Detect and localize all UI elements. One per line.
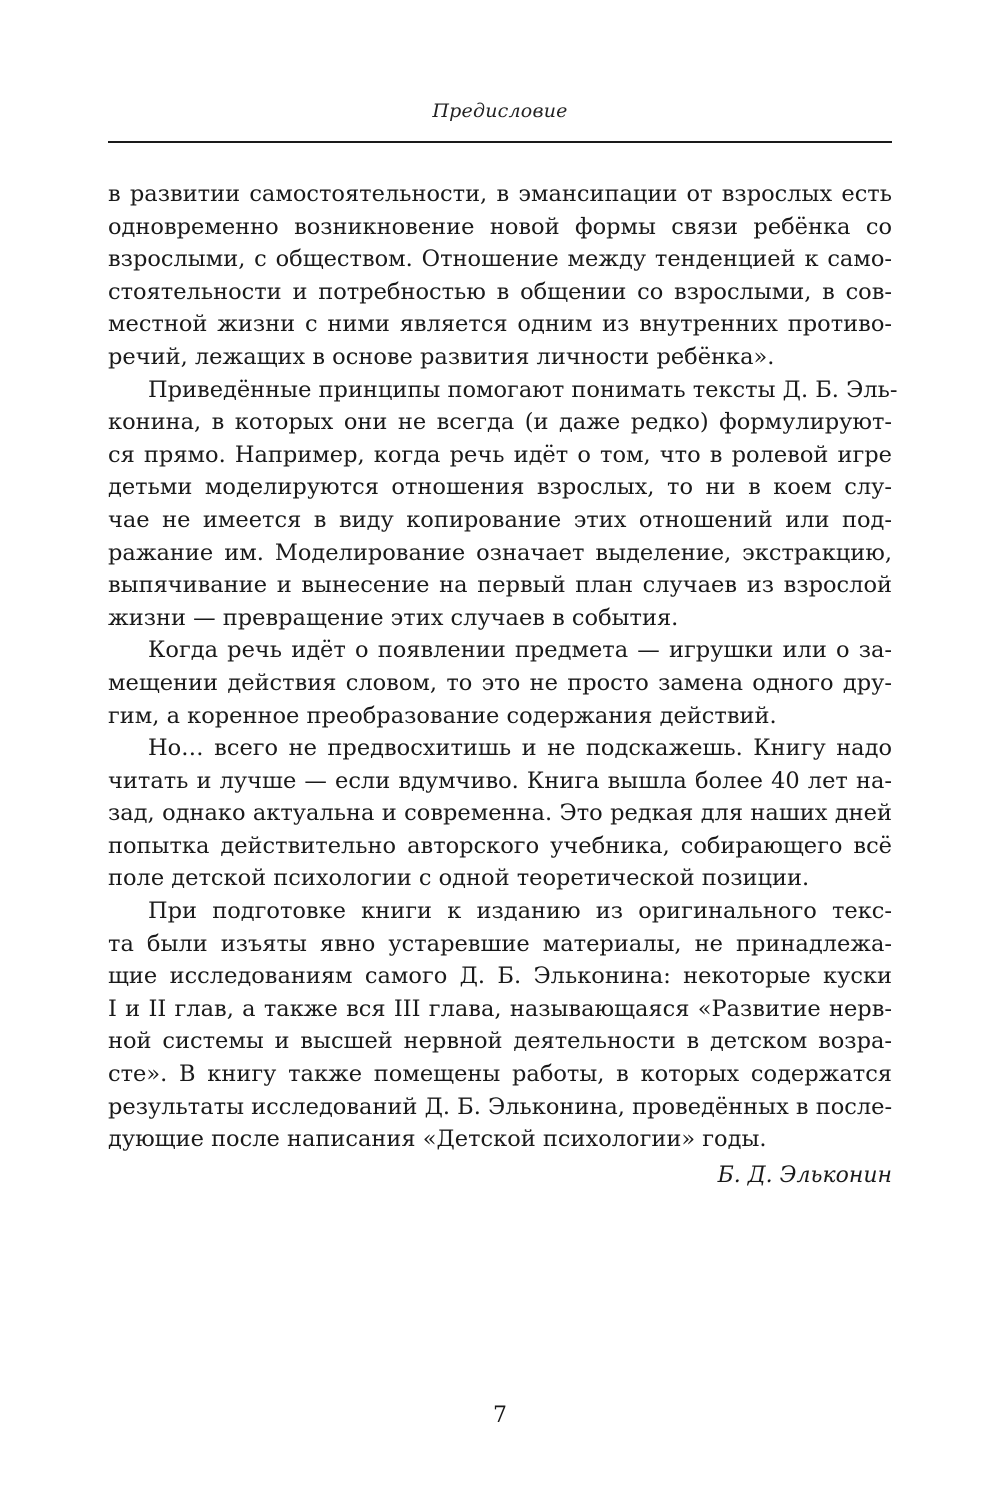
text-line: результаты исследований Д. Б. Эльконина, проведённых в после-: [108, 1093, 893, 1120]
body-text: [108, 178, 898, 1156]
text-line: речий, лежащих в основе развития личности ребёнка».: [108, 343, 775, 370]
text-line: читать и лучше — если вдумчиво. Книга вышла более 40 лет на-: [108, 767, 892, 794]
author-signature: Б. Д. Эльконин: [717, 1163, 892, 1188]
text-line: в развитии самостоятельности, в эмансипации от взрослых есть: [108, 181, 892, 207]
text-line: Когда речь идёт о появлении предмета — игрушки или о за-: [148, 637, 892, 664]
text-line: взрослыми, с обществом. Отношение между тенденцией к само-: [108, 246, 892, 273]
text-line: детьми моделируются отношения взрослых, то ни в коем слу-: [108, 474, 892, 501]
text-line: I и II глав, а также вся III глава, называющаяся «Развитие нерв-: [108, 995, 892, 1022]
text-line: попытка действительно авторского учебника, собирающего всё: [108, 832, 892, 859]
running-head: Предисловие: [432, 100, 568, 122]
header-rule: [108, 141, 892, 143]
text-line: дующие после написания «Детской психологии» годы.: [108, 1126, 767, 1153]
page-number: 7: [493, 1403, 507, 1428]
text-line: местной жизни с ними является одним из внутренних противо-: [108, 311, 892, 338]
text-line: чае не имеется в виду копирование этих отношений или под-: [108, 506, 892, 533]
text-line: одновременно возникновение новой формы связи ребёнка со: [108, 213, 892, 240]
text-line: щие исследованиям самого Д. Б. Эльконина: некоторые куски: [108, 963, 892, 990]
text-line: стоятельности и потребностью в общении со взрослыми, в сов-: [108, 278, 892, 305]
text-line: ражание им. Моделирование означает выделение, экстракцию,: [108, 539, 892, 566]
text-line: конина, в которых они не всегда (и даже редко) формулируют-: [108, 409, 892, 436]
text-line: мещении действия словом, то это не просто замена одного дру-: [108, 669, 892, 696]
text-line: поле детской психологии с одной теоретической позиции.: [108, 865, 810, 892]
text-line: Но… всего не предвосхитишь и не подскажешь. Книгу надо: [148, 735, 892, 762]
text-line: сте». В книгу также помещены работы, в которых содержатся: [108, 1061, 892, 1088]
text-line: ной системы и высшей нервной деятельности в детском возра-: [108, 1028, 892, 1055]
text-line: При подготовке книги к изданию из оригинального текс-: [148, 898, 892, 925]
text-line: ся прямо. Например, когда речь идёт о том, что в ролевой игре: [108, 441, 892, 468]
text-line: гим, а коренное преобразование содержания действий.: [108, 702, 777, 729]
text-line: жизни — превращение этих случаев в события.: [108, 604, 679, 631]
text-line: Приведённые принципы помогают понимать тексты Д. Б. Эль-: [148, 376, 898, 403]
text-line: та были изъяты явно устаревшие материалы, не принадлежа-: [108, 930, 892, 957]
text-line: зад, однако актуальна и современна. Это редкая для наших дней: [108, 800, 892, 827]
text-line: выпячивание и вынесение на первый план случаев из взрослой: [108, 572, 892, 599]
